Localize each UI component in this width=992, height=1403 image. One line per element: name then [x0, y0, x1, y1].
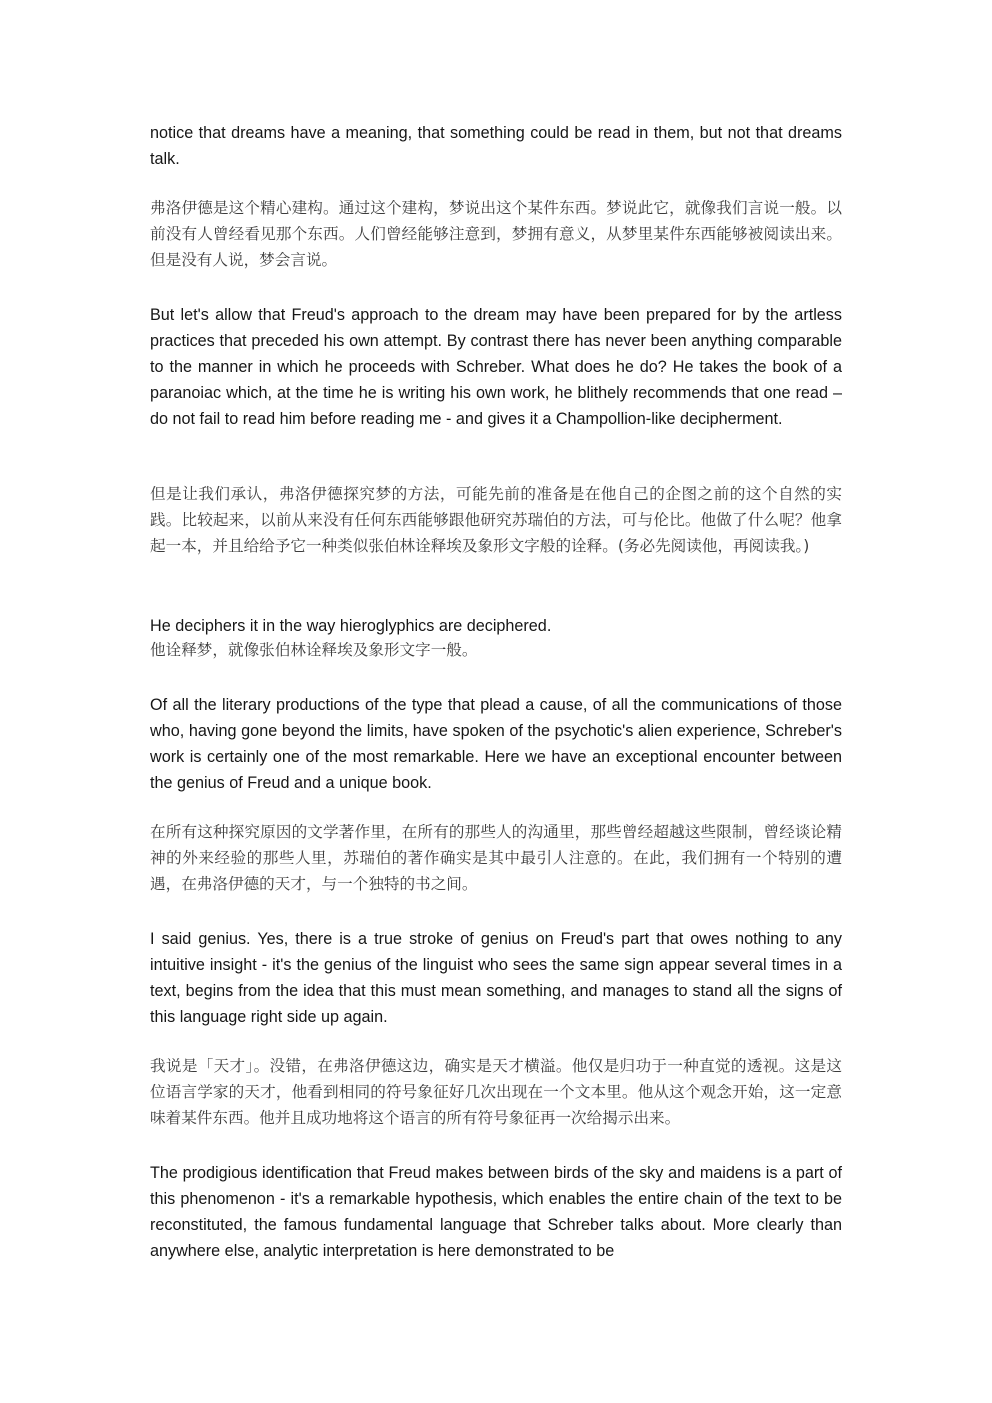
note-line-en: He deciphers it in the way hieroglyphics are deciphered. [150, 617, 552, 635]
paragraph-en-4: I said genius. Yes, there is a true stroke of genius on Freud's part that owes nothing to any intuitive insight - it's the genius of the linguist who sees the same sign appear several times in a text, begins from the idea that this must mean something, and manages to stand all the signs of this language right side up again. [150, 930, 842, 1026]
paragraph-en-5: The prodigious identification that Freud makes between birds of the sky and maidens is a part of this phenomenon - it's a remarkable hypothesis, which enables the entire chain of the text to be reconstituted, the famous fundamental language that Schreber talks about. More clearly than anywhere else, analytic interpretation is here demonstrated to be [150, 1164, 842, 1260]
paragraph-en-2: But let's allow that Freud's approach to the dream may have been prepared for by the artless practices that preceded his own attempt. By contrast there has never been anything comparable to the manner in which he proceeds with Schreber. What does he do? He takes the book of a paranoiac which, at the time he is writing his own work, he blithely recommends that one read – do not fail to read him before reading me - and gives it a Champollion-like decipherment. [150, 306, 842, 428]
paragraph-bilingual-note [150, 614, 842, 662]
paragraph-zh-3: 在所有这种探究原因的文学著作里，在所有的那些人的沟通里，那些曾经超越这些限制，曾经谈论精神的外来经验的那些人里，苏瑞伯的著作确实是其中最引人注意的。在此，我们拥有一个特别的遭遇，在弗洛伊德的天才，与一个独特的书之间。 [150, 823, 842, 893]
paragraph-zh-4: 我说是「天才」。没错，在弗洛伊德这边，确实是天才横溢。他仅是归功于一种直觉的透视。这是这位语言学家的天才，他看到相同的符号象征好几次出现在一个文本里。他从这个观念开始，这一定意味着某件东西。他并且成功地将这个语言的所有符号象征再一次给揭示出来。 [150, 1057, 842, 1127]
paragraph-zh-2: 但是让我们承认，弗洛伊德探究梦的方法，可能先前的准备是在他自己的企图之前的这个自然的实践。比较起来，以前从来没有任何东西能够跟他研究苏瑞伯的方法，可与伦比。他做了什么呢？他拿起一本，并且给给予它一种类似张伯林诠释埃及象形文字般的诠释。(务必先阅读他，再阅读我。) [150, 485, 842, 555]
paragraph-zh-1: 弗洛伊德是这个精心建构。通过这个建构，梦说出这个某件东西。梦说此它，就像我们言说一般。以前没有人曾经看见那个东西。人们曾经能够注意到，梦拥有意义，从梦里某件东西能够被阅读出来。但是没有人说，梦会言说。 [150, 199, 842, 269]
paragraph-en-1: notice that dreams have a meaning, that something could be read in them, but not that dreams talk. [150, 124, 842, 168]
paragraph-en-3: Of all the literary productions of the type that plead a cause, of all the communications of those who, having gone beyond the limits, have spoken of the psychotic's alien experience, Schreber's work is certainly one of the most remarkable. Here we have an exceptional encounter between the genius of Freud and a unique book. [150, 696, 842, 792]
note-line-zh: 他诠释梦，就像张伯林诠释埃及象形文字一般。 [150, 641, 478, 659]
